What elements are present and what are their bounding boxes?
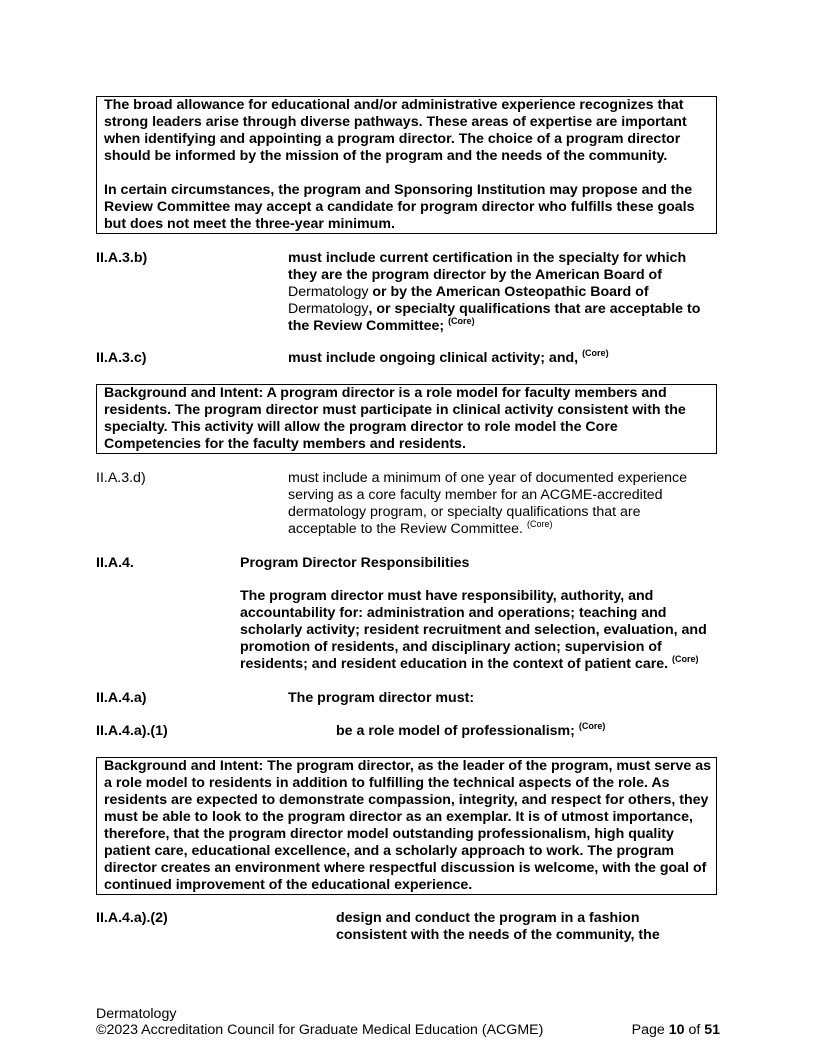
total-pages: 51 — [704, 1022, 720, 1038]
section-text: The program director must: — [288, 690, 475, 706]
section-heading: Program Director Responsibilities — [240, 555, 470, 571]
section-number: II.A.4.a) — [96, 690, 147, 706]
intent-paragraph-2: In certain circumstances, the program and Sponsoring Institution may propose and the Review Committee may accept a candidate for program director who fulfills these goals but does not meet the three-year minimum. — [104, 182, 695, 232]
section-number: II.A.3.d) — [96, 470, 146, 486]
intent-box-clinical-activity — [96, 384, 717, 454]
specialty-name: Dermatology — [288, 284, 369, 300]
intent-box-professionalism — [96, 757, 717, 895]
section-text: must include current certification in the specialty for which they are the program director by the American Board of Dermatology or by the American Osteopathic Board of Dermatology, or specialty qualifications that are acceptable to the Review Committee; $^{(Core)}$ — [288, 250, 701, 334]
section-text: design and conduct the program in a fashion consistent with the needs of the community, the — [336, 910, 660, 943]
section-number: II.A.4. — [96, 555, 134, 571]
section-number: II.A.4.a).(1) — [96, 723, 168, 739]
section-text: be a role model of professionalism; $^{(Core)}$ — [336, 721, 606, 739]
section-text: The program director must have responsibility, authority, and accountability for: administration and operations; teaching and scholarly activity; resident recruitment and selection, evaluation, and promotion of residents, and disciplinary action; supervision of residents; and resident education in the context of patient care. $^{(Core)}$ — [240, 588, 707, 672]
current-page: 10 — [668, 1022, 685, 1038]
core-tag: (Core) — [672, 654, 699, 664]
section-text: must include a minimum of one year of documented experience serving as a core faculty member for an ACGME-accredited dermatology program, or specialty qualifications that are acceptable to the Review Committee. $^{(Core)}$ — [288, 470, 688, 537]
footer-specialty: Dermatology — [96, 1006, 177, 1022]
intent-paragraph: Background and Intent: The program director, as the leader of the program, must serve as a role model to residents in addition to fulfilling the technical aspects of the role. As residents are expected to demonstrate compassion, integrity, and respect for others, they must be able to look to the program director as an exemplar. It is of utmost importance, therefore, that the program director model outstanding professionalism, high quality patient care, educational excellence, and a scholarly approach to work. The program director creates an environment where respectful discussion is welcome, with the goal of continued improvement of the educational experience. — [104, 758, 712, 893]
intent-box-program-director-experience — [96, 96, 717, 234]
core-tag: (Core) — [526, 519, 553, 529]
section-text: must include ongoing clinical activity; and, $^{(Core)}$ — [288, 348, 609, 366]
page-number: Page 10 of 51 — [631, 1022, 720, 1038]
section-number: II.A.3.b) — [96, 250, 148, 266]
intent-paragraph: Background and Intent: A program director is a role model for faculty members and residents. The program director must participate in clinical activity consistent with the specialty. This activity will allow the program director to role model the Core Competencies for the faculty members and residents. — [104, 385, 686, 452]
core-tag: (Core) — [578, 721, 606, 731]
page-footer — [96, 1006, 720, 1038]
section-number: II.A.3.c) — [96, 350, 147, 366]
section-number: II.A.4.a).(2) — [96, 910, 168, 926]
core-tag: (Core) — [448, 316, 475, 326]
specialty-name: Dermatology — [288, 301, 369, 317]
intent-paragraph-1: The broad allowance for educational and/or administrative experience recognizes that strong leaders arise through diverse pathways. These areas of expertise are important when identifying and appointing a program director. The choice of a program director should be informed by the mission of the program and the needs of the community. — [104, 97, 687, 164]
core-tag: (Core) — [582, 348, 609, 358]
footer-copyright: ©2023 Accreditation Council for Graduate Medical Education (ACGME) — [96, 1022, 544, 1038]
